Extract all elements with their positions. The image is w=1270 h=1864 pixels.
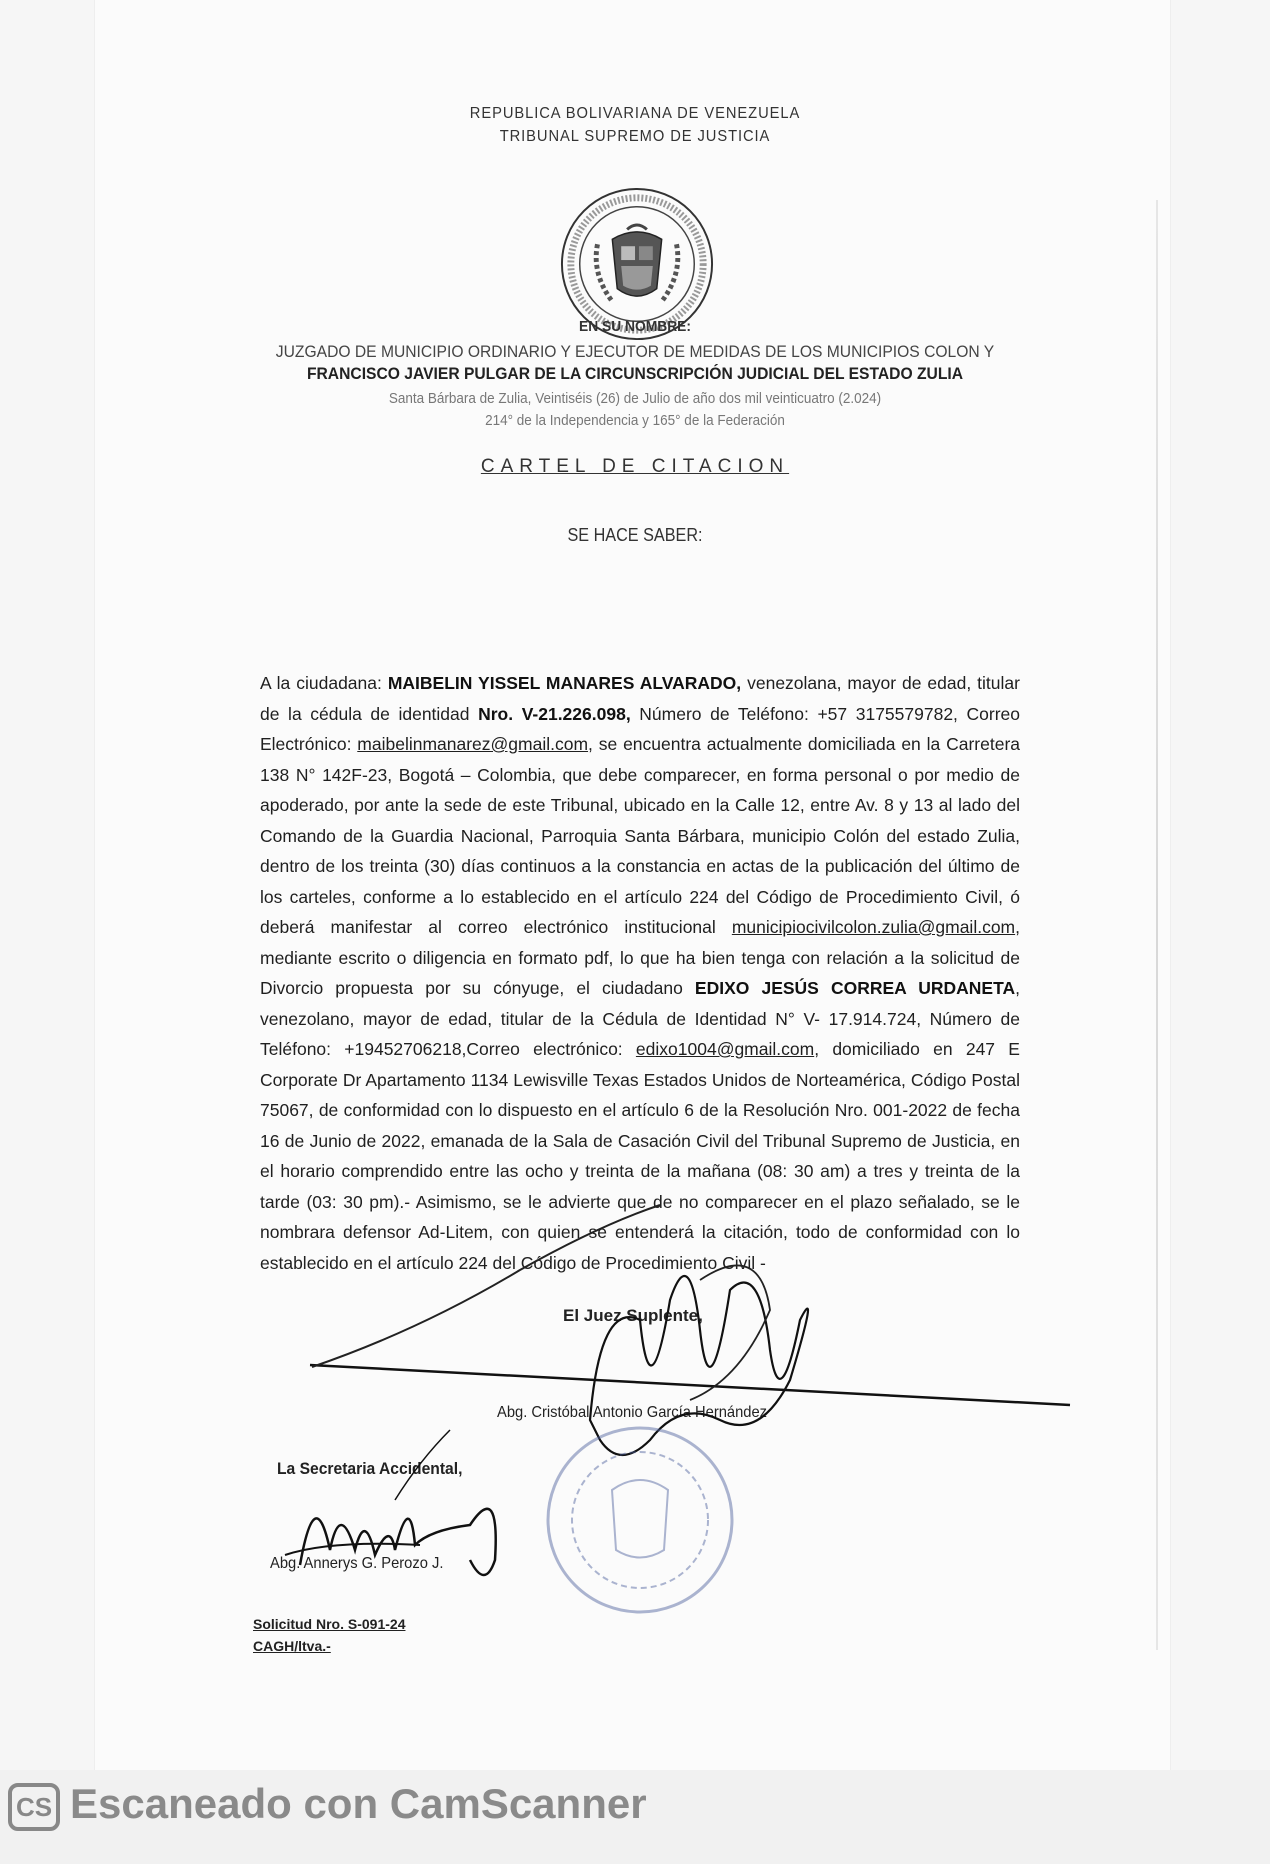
court-line-1: JUZGADO DE MUNICIPIO ORDINARIO Y EJECUTOR DE MEDIDAS DE LOS MUNICIPIOS COLON Y (275, 342, 995, 361)
body-text-3: Número de Teléfono: +57 3175579782, Correo Electrónico: (260, 703, 1020, 754)
petitioner-name: EDIXO JESÚS CORREA URDANETA (694, 978, 1016, 998)
independence-line: 214° de la Independencia y 165° de la Federación (485, 412, 785, 429)
institutional-email: municipiocivilcolon.zulia@gmail.com (731, 917, 1016, 937)
body-text-7: , domiciliado en 247 E Corporate Dr Apartamento 1134 Lewisville Texas Estados Unidos de Norteamérica, Código Postal 75067, de conformidad con lo dispuesto en el artículo 6 de la Resolución Nro. 001-2022 de fecha 16 de Junio de 2022, emanada de la Sala de Casación Civil del Tribunal Supremo de Justicia, en el horario comprendido entre las ocho y treinta de la mañana (08: 30 am) a tres y treinta de la tarde (03: 30 pm).- Asimismo, se le advierte que de no comparecer en el plazo señalado, se le nombrara defensor Ad-Litem, con quien se entenderá la citación, todo de conformidad con lo establecido en el artículo 224 del Código de Procedimiento Civil - (260, 1039, 1020, 1273)
header-line-republic: REPUBLICA BOLIVARIANA DE VENEZUELA (469, 105, 801, 122)
body-text-6: , venezolano, mayor de edad, titular de la Cédula de Identidad N° V- 17.914.724, Número de Teléfono: +19452706218,Correo electrónico: (260, 978, 1020, 1059)
judge-name: Abg. Cristóbal Antonio García Hernández (497, 1404, 768, 1421)
petitioner-email: edixo1004@gmail.com (635, 1039, 815, 1059)
request-number: Solicitud Nro. S-091-24 (253, 1616, 406, 1632)
citee-name: MAIBELIN YISSEL MANARES ALVARADO, (387, 673, 742, 693)
place-date: Santa Bárbara de Zulia, Veintiséis (26) de Julio de año dos mil veinticuatro (2.024) (388, 390, 882, 407)
judge-title: El Juez Suplente, (563, 1306, 703, 1325)
secretary-name: Abg. Annerys G. Perozo J. (270, 1555, 444, 1572)
header-line-tribunal: TRIBUNAL SUPREMO DE JUSTICIA (499, 128, 771, 145)
body-text-4: , se encuentra actualmente domiciliada en la Carretera 138 N° 142F-23, Bogotá – Colombia, que debe comparecer, en forma personal o por medio de apoderado, por ante la sede de este Tribunal, ubicado en la Calle 12, entre Av. 8 y 13 al lado del Comando de la Guardia Nacional, Parroquia Santa Bárbara, municipio Colón del estado Zulia, dentro de los treinta (30) días continuos a la constancia en actas de la publicación del último de los carteles, conforme a lo establecido en el artículo 224 del Código de Procedimiento Civil, ó deberá manifestar al correo electrónico institucional (260, 734, 1021, 937)
document-subtitle: SE HACE SABER: (567, 525, 703, 545)
body-text-2: venezolana, mayor de edad, titular de la cédula de identidad (260, 673, 1020, 724)
citation-body (260, 668, 1020, 1278)
citee-id: Nro. V-21.226.098, (478, 703, 631, 724)
citee-email: maibelinmanarez@gmail.com (357, 734, 589, 754)
camscanner-text: Escaneado con CamScanner (70, 1780, 647, 1827)
initials: CAGH/ltva.- (253, 1638, 331, 1654)
en-su-nombre: EN SU NOMBRE: (579, 318, 691, 335)
document-title: CARTEL DE CITACION (480, 456, 790, 477)
camscanner-logo-icon: CS (8, 1783, 60, 1831)
body-text-1: A la ciudadana: (260, 673, 388, 693)
court-line-2: FRANCISCO JAVIER PULGAR DE LA CIRCUNSCRIPCIÓN JUDICIAL DEL ESTADO ZULIA (306, 364, 964, 383)
body-text-5: , mediante escrito o diligencia en formato pdf, lo que ha bien tenga con relación a la solicitud de Divorcio propuesta por su cónyuge, el ciudadano (260, 917, 1020, 998)
secretary-title: La Secretaria Accidental, (277, 1459, 463, 1478)
